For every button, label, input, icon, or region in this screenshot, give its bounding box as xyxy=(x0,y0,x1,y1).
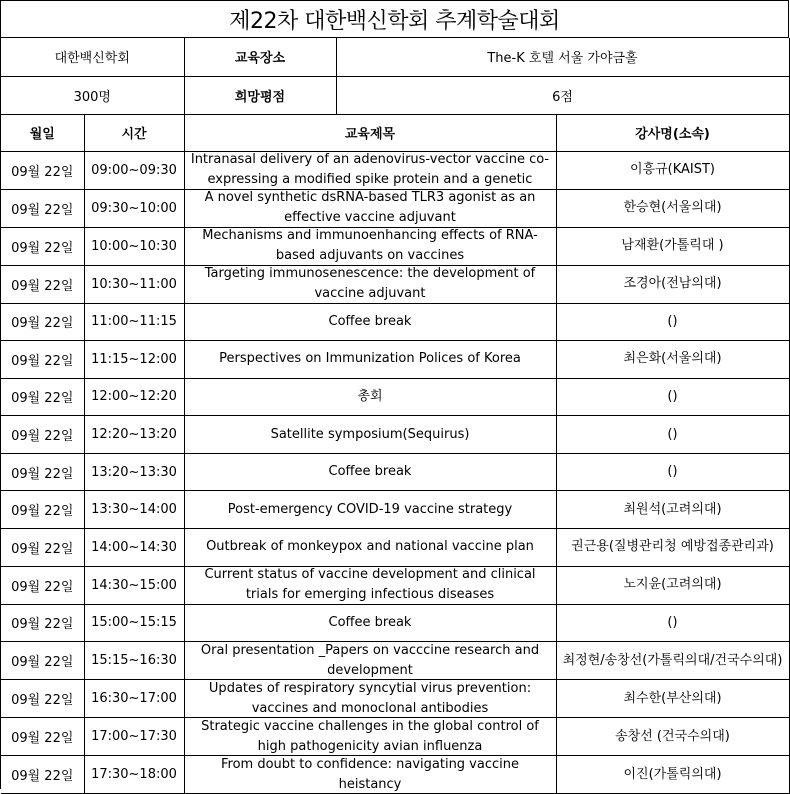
table-row xyxy=(1,189,789,227)
table-row xyxy=(1,566,789,604)
topic-cell-text: Coffee break xyxy=(328,313,412,329)
table-row xyxy=(1,453,789,491)
date-cell xyxy=(1,378,84,416)
table-row xyxy=(1,718,789,756)
date-cell-text: 09월 22일 xyxy=(11,541,74,557)
date-cell xyxy=(1,756,84,794)
time-cell-text: 12:20~13:20 xyxy=(91,427,177,443)
column-header-time: 시간 xyxy=(84,114,184,151)
time-cell-text: 09:00~09:30 xyxy=(91,162,177,178)
speaker-cell xyxy=(556,566,789,604)
speaker-cell xyxy=(556,378,789,416)
topic-cell xyxy=(184,680,556,718)
time-cell xyxy=(84,227,184,265)
time-cell xyxy=(84,566,184,604)
speaker-cell xyxy=(556,227,789,265)
time-cell xyxy=(84,604,184,642)
date-cell-text: 09월 22일 xyxy=(11,202,74,218)
speaker-cell xyxy=(556,303,789,341)
venue-value: The-K 호텔 서울 가야금홀 xyxy=(336,38,789,76)
date-cell-text: 09월 22일 xyxy=(11,693,74,709)
speaker-cell xyxy=(556,642,789,680)
speaker-cell-text: () xyxy=(667,464,678,480)
time-cell-text: 17:00~17:30 xyxy=(91,729,177,745)
schedule-header-row xyxy=(1,114,789,151)
capacity-cell: 300명 xyxy=(1,76,184,114)
time-cell-text: 15:15~16:30 xyxy=(91,653,177,669)
time-cell-text: 14:30~15:00 xyxy=(91,577,177,593)
table-row xyxy=(1,529,789,567)
date-cell-text: 09월 22일 xyxy=(11,429,74,445)
topic-cell-text: A novel synthetic dsRNA-based TLR3 agonist as an effective vaccine adjuvant xyxy=(204,190,536,225)
page-title: 제22차 대한백신학회 추계학술대회 xyxy=(1,1,789,38)
topic-cell-text: Oral presentation _Papers on vacccine research and development xyxy=(200,642,540,678)
organizer-cell: 대한백신학회 xyxy=(1,38,184,76)
table-row xyxy=(1,378,789,416)
date-cell xyxy=(1,341,84,379)
date-cell xyxy=(1,189,84,227)
topic-cell-text: Coffee break xyxy=(328,464,412,480)
date-cell xyxy=(1,453,84,491)
date-cell-text: 09월 22일 xyxy=(11,164,74,180)
topic-cell xyxy=(184,151,556,189)
table-row xyxy=(1,227,789,265)
speaker-cell-text: 한승현(서울의대) xyxy=(623,200,722,215)
date-cell-text: 09월 22일 xyxy=(11,769,74,785)
topic-cell xyxy=(184,416,556,454)
speaker-cell xyxy=(556,416,789,454)
date-cell xyxy=(1,151,84,189)
time-cell xyxy=(84,151,184,189)
speaker-cell-text: () xyxy=(667,614,678,630)
credit-label: 희망평점 xyxy=(184,76,336,114)
topic-cell-text: Perspectives on Immunization Polices of Korea xyxy=(219,351,521,367)
topic-cell-text: Post-emergency COVID-19 vaccine strategy xyxy=(227,501,513,517)
date-cell xyxy=(1,718,84,756)
date-cell xyxy=(1,642,84,680)
info-row-credit xyxy=(1,76,789,114)
date-cell xyxy=(1,265,84,303)
time-cell xyxy=(84,265,184,303)
topic-cell xyxy=(184,227,556,265)
date-cell xyxy=(1,416,84,454)
time-cell-text: 14:00~14:30 xyxy=(91,539,177,555)
speaker-cell-text: 송창선 (건국수의대) xyxy=(615,728,730,744)
topic-cell xyxy=(184,303,556,341)
speaker-cell xyxy=(556,756,789,794)
time-cell-text: 17:30~18:00 xyxy=(91,767,177,783)
time-cell-text: 16:30~17:00 xyxy=(91,691,177,707)
table-row xyxy=(1,416,789,454)
table-row xyxy=(1,491,789,529)
date-cell xyxy=(1,491,84,529)
time-cell-text: 13:20~13:30 xyxy=(91,464,177,480)
speaker-cell xyxy=(556,151,789,189)
time-cell-text: 11:00~11:15 xyxy=(91,314,177,330)
table-row xyxy=(1,642,789,680)
time-cell-text: 15:00~15:15 xyxy=(91,615,177,631)
topic-cell xyxy=(184,529,556,567)
date-cell-text: 09월 22일 xyxy=(11,579,74,595)
time-cell xyxy=(84,453,184,491)
time-cell xyxy=(84,491,184,529)
date-cell xyxy=(1,303,84,341)
date-cell xyxy=(1,604,84,642)
date-cell-text: 09월 22일 xyxy=(11,316,74,332)
table-row xyxy=(1,756,789,794)
date-cell-text: 09월 22일 xyxy=(11,391,74,407)
speaker-cell-text: 최은화(서울의대) xyxy=(623,351,722,367)
time-cell-text: 10:30~11:00 xyxy=(91,276,177,292)
column-header-date: 월일 xyxy=(1,114,84,151)
column-header-speaker: 강사명(소속) xyxy=(556,114,789,151)
speaker-cell xyxy=(556,604,789,642)
topic-cell-text: Mechanisms and immunoenhancing effects of RNA-based adjuvants on vaccines xyxy=(202,228,538,263)
time-cell xyxy=(84,341,184,379)
topic-cell-text: Current status of vaccine development and clinical trials for emerging infectious diseases xyxy=(204,567,536,603)
time-cell xyxy=(84,756,184,794)
date-cell-text: 09월 22일 xyxy=(11,504,74,520)
speaker-cell xyxy=(556,265,789,303)
time-cell xyxy=(84,189,184,227)
time-cell-text: 10:00~10:30 xyxy=(91,238,177,254)
info-row-venue xyxy=(1,38,789,76)
table-row xyxy=(1,265,789,303)
topic-cell xyxy=(184,491,556,529)
date-cell xyxy=(1,680,84,718)
date-cell-text: 09월 22일 xyxy=(11,655,74,671)
date-cell xyxy=(1,529,84,567)
topic-cell xyxy=(184,604,556,642)
time-cell xyxy=(84,378,184,416)
speaker-cell xyxy=(556,718,789,756)
topic-cell-text: Coffee break xyxy=(328,614,412,630)
speaker-cell-text: 이진(가톨릭의대) xyxy=(623,766,722,782)
table-row xyxy=(1,303,789,341)
time-cell-text: 09:30~10:00 xyxy=(91,200,177,216)
topic-cell-text: From doubt to confidence: navigating vaccine heistancy xyxy=(221,756,519,792)
topic-cell xyxy=(184,265,556,303)
topic-cell-text: 총회 xyxy=(357,388,383,404)
speaker-cell-text: 이흥규(KAIST) xyxy=(629,162,716,177)
schedule-body xyxy=(1,151,789,794)
speaker-cell xyxy=(556,189,789,227)
speaker-cell xyxy=(556,491,789,529)
time-cell xyxy=(84,303,184,341)
topic-cell xyxy=(184,378,556,416)
topic-cell-text: Updates of respiratory syncytial virus prevention: vaccines and monoclonal antibodies xyxy=(208,680,532,716)
speaker-cell-text: () xyxy=(667,313,678,329)
speaker-cell-text: 최수한(부산의대) xyxy=(623,690,722,706)
speaker-cell xyxy=(556,341,789,379)
table-row xyxy=(1,604,789,642)
topic-cell-text: Targeting immunosenescence: the development of vaccine adjuvant xyxy=(204,266,536,301)
speaker-cell xyxy=(556,453,789,491)
time-cell-text: 11:15~12:00 xyxy=(91,351,177,367)
table-row xyxy=(1,680,789,718)
time-cell xyxy=(84,718,184,756)
date-cell-text: 09월 22일 xyxy=(11,240,74,256)
date-cell-text: 09월 22일 xyxy=(11,731,74,747)
time-cell xyxy=(84,642,184,680)
topic-cell xyxy=(184,341,556,379)
speaker-cell xyxy=(556,680,789,718)
topic-cell xyxy=(184,453,556,491)
topic-cell xyxy=(184,718,556,756)
info-table xyxy=(1,38,790,115)
time-cell xyxy=(84,529,184,567)
speaker-cell-text: 권근용(질병관리청 예방접종관리과) xyxy=(571,539,774,555)
speaker-cell-text: 노지윤(고려의대) xyxy=(623,577,722,593)
time-cell xyxy=(84,416,184,454)
table-row xyxy=(1,341,789,379)
time-cell xyxy=(84,680,184,718)
date-cell-text: 09월 22일 xyxy=(11,353,74,369)
time-cell-text: 12:00~12:20 xyxy=(91,389,177,405)
speaker-cell-text: 최정현/송창선(가톨릭의대/건국수의대) xyxy=(562,652,783,668)
speaker-cell-text: 최원석(고려의대) xyxy=(623,501,722,517)
topic-cell-text: Intranasal delivery of an adenovirus-vector vaccine co-expressing a modified spike protein and a genetic xyxy=(190,152,550,187)
speaker-cell-text: 조경아(전남의대) xyxy=(623,276,722,291)
table-row xyxy=(1,151,789,189)
date-cell xyxy=(1,566,84,604)
date-cell xyxy=(1,227,84,265)
time-cell-text: 13:30~14:00 xyxy=(91,502,177,518)
topic-cell xyxy=(184,756,556,794)
speaker-cell xyxy=(556,529,789,567)
column-header-topic: 교육제목 xyxy=(184,114,556,151)
credit-value: 6점 xyxy=(336,76,789,114)
date-cell-text: 09월 22일 xyxy=(11,278,74,294)
schedule-table xyxy=(1,114,790,794)
topic-cell-text: Outbreak of monkeypox and national vaccine plan xyxy=(206,539,534,555)
date-cell-text: 09월 22일 xyxy=(11,466,74,482)
speaker-cell-text: () xyxy=(667,388,678,404)
speaker-cell-text: () xyxy=(667,426,678,442)
topic-cell xyxy=(184,566,556,604)
topic-cell xyxy=(184,642,556,680)
date-cell-text: 09월 22일 xyxy=(11,617,74,633)
venue-label: 교육장소 xyxy=(184,38,336,76)
topic-cell xyxy=(184,189,556,227)
topic-cell-text: Strategic vaccine challenges in the global control of high pathogenicity avian influenza xyxy=(201,718,539,754)
speaker-cell-text: 남재환(가톨릭대 ) xyxy=(621,238,724,253)
topic-cell-text: Satellite symposium(Sequirus) xyxy=(270,426,470,442)
